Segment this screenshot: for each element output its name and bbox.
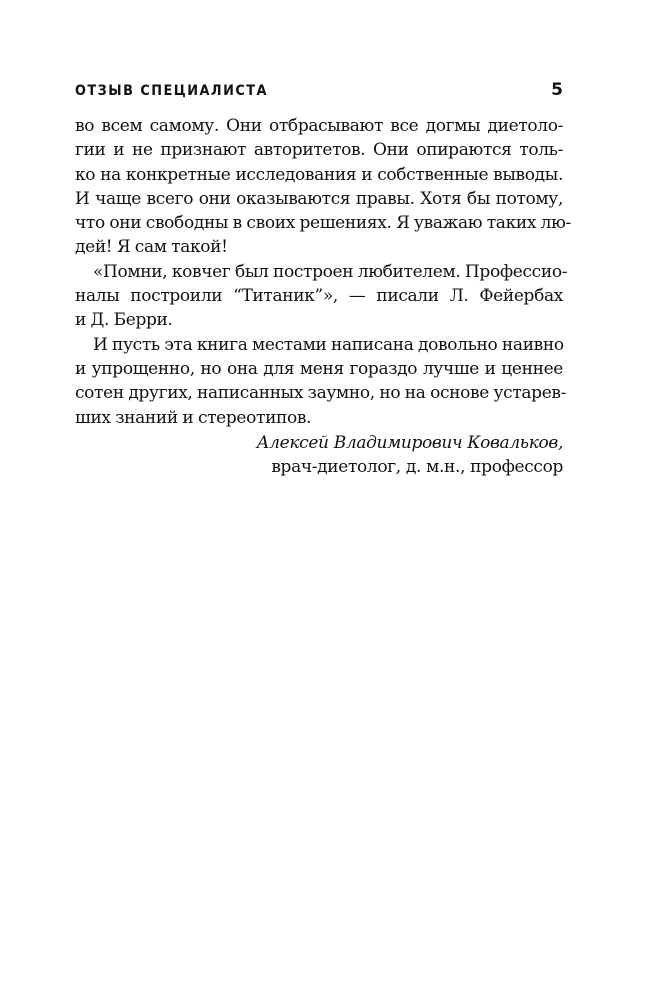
body-text — [75, 114, 571, 430]
text-line: налы построили “Титаник”», — писали Л. Фейербах — [75, 286, 563, 307]
text-line: ших знаний и стереотипов. — [75, 407, 312, 428]
paragraph — [75, 333, 567, 430]
text-line: сотен других, написанных заумно, но на основе устарев- — [75, 383, 567, 404]
page-number: 5 — [551, 80, 563, 100]
text-line: во всем самому. Они отбрасывают все догмы диетоло- — [75, 116, 563, 136]
text-line: и Д. Берри. — [75, 310, 173, 331]
running-title: ОТЗЫВ СПЕЦИАЛИСТА — [75, 83, 268, 99]
text-line: что они свободны в своих решениях. Я уважаю таких лю- — [75, 213, 571, 234]
signature-name: Алексей Владимирович Ковальков, — [256, 433, 563, 453]
signature — [257, 431, 563, 480]
text-line: И пусть эта книга местами написана довольно наивно — [93, 334, 564, 355]
signature-title: врач-диетолог, д. м.н., профессор — [271, 457, 563, 478]
text-line: «Помни, ковчег был построен любителем. Профессио- — [93, 261, 568, 282]
paragraph — [75, 260, 568, 333]
paragraph — [75, 114, 571, 260]
text-line: дей! Я сам такой! — [75, 237, 228, 258]
text-line: гии и не признают авторитетов. Они опираются толь- — [75, 140, 563, 161]
text-line: ко на конкретные исследования и собственные выводы. — [75, 164, 563, 185]
running-header — [75, 80, 563, 104]
text-line: и упрощенно, но она для меня гораздо лучше и ценнее — [75, 358, 563, 379]
text-line: И чаще всего они оказываются правы. Хотя бы потому, — [75, 188, 563, 209]
